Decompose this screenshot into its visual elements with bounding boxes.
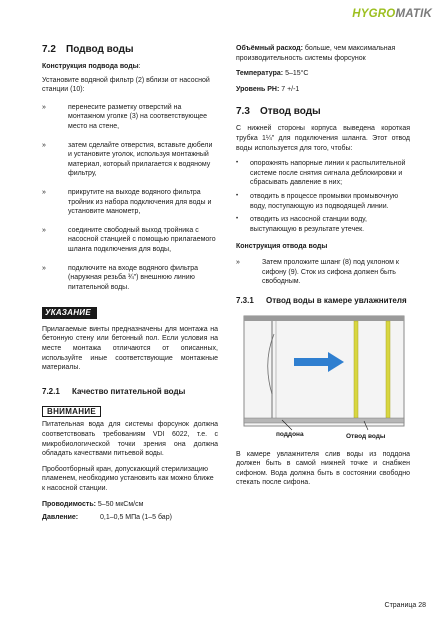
brand-logo — [352, 8, 432, 20]
drain-label: Отвод воды — [346, 432, 386, 440]
page-number: Страница 28 — [384, 602, 426, 609]
list-item: • отводить в процессе промывки промывочную воду, поступающую из подводящей линии. — [236, 192, 399, 210]
list-item: • опорожнять напорные линии к распылительной системе после снятия сигнала деблокировки и сбрасывать давление в них; — [236, 160, 406, 187]
figure-caption-text: В камере увлажнителя слив воды из поддона должен быть в самой нижней точке и снабжен сифоном. Вода должна быть в состоянии свободно стекать после сифона. — [236, 450, 410, 487]
temperature-spec: Температура: 5–15°C — [236, 70, 309, 78]
drain-purposes — [236, 159, 410, 234]
step-marker: » — [42, 141, 46, 149]
brand-logo-part1: HYGRO — [352, 8, 396, 20]
list-item: » перенесите разметку отверстий на монтажном уголке (3) на соответствующее место на стене, — [42, 103, 208, 130]
warning-tag: УКАЗАНИЕ — [42, 307, 97, 319]
drain-intro: С нижней стороны корпуса выведена короткая трубка 1¼" для подключения шланга. Этот отвод воды используется для того, чтобы: — [236, 125, 410, 152]
section-title: Подвод воды — [66, 44, 134, 55]
section-title: Отвод воды — [260, 106, 321, 118]
step-marker: » — [42, 264, 46, 272]
pressure-spec: Давление: 0,1–0,5 МПа (1–5 бар) — [42, 514, 172, 522]
list-item: • отводить из насосной станции воду, выступающую в результате утечек. — [236, 216, 367, 233]
notice-tag: ВНИМАНИЕ — [42, 406, 101, 418]
warning-text: Прилагаемые винты предназначены для монтажа на бетонную стену или бетонный пол. Если условия на месте монтажа отличаются от описанных, используйте иные соответствующие монтажные материалы. — [42, 325, 218, 372]
subsection-title: Качество питательной воды — [72, 386, 186, 396]
humidifier-drain-figure — [236, 314, 412, 442]
right-column — [236, 44, 410, 494]
section-number: 7.2 — [42, 44, 56, 55]
ph-spec: Уровень PH: 7 +/-1 — [236, 85, 300, 93]
notice-text: Питательная вода для системы форсунок должна соответствовать требованиям VDI 6022, т.е. с микробиологической точки зрения она должна обладать качествами питьевой воды. — [42, 421, 218, 458]
step-marker: » — [42, 226, 46, 234]
pipe-left — [354, 321, 358, 419]
install-intro: Установите водяной фильтр (2) вблизи от насосной станции (10): — [42, 76, 210, 94]
step-marker: » — [42, 188, 46, 196]
drain-steps — [236, 258, 410, 287]
bullet-marker: • — [236, 216, 239, 223]
section-heading-7-3 — [236, 106, 410, 118]
chamber-top-rail — [244, 316, 404, 321]
step-marker: » — [42, 103, 46, 111]
construction-heading: Конструкция подвода воды: — [42, 63, 141, 70]
install-steps — [42, 103, 218, 293]
drain-diagram — [236, 314, 412, 442]
conductivity-spec: Проводимость: 5–50 мкСм/см — [42, 500, 144, 508]
tray-label: поддона — [276, 430, 304, 438]
subsection-heading-7-2-1 — [42, 387, 218, 397]
step-marker: » — [236, 258, 240, 266]
tap-text: Пробоотборный кран, допускающий стерилизацию пламенем, необходимо установить как можно ближе к насосной станции. — [42, 465, 214, 492]
list-item: » Затем проложите шланг (8) под уклоном к сифону (9). Сток из сифона должен быть свободным. — [236, 258, 399, 286]
subsection-title: Отвод воды в камере увлажнителя — [266, 295, 407, 305]
left-column — [42, 44, 218, 527]
list-item: » подключите на входе водяного фильтра (наружная резьба ¾") внешнюю линию питательной воды. — [42, 264, 199, 291]
list-item: » соедините свободный выход тройника с насосной станцией с помощью прилагаемого шланга подключения для воды, — [42, 226, 216, 253]
section-heading-7-2 — [42, 44, 218, 56]
flow-spec: Объёмный расход: больше, чем максимальная производительность системы форсунок — [236, 45, 396, 62]
list-item: » затем сделайте отверстия, вставьте дюбели и установите уголок, используя монтажный материал, который прилагается к водяному фильтру, — [42, 141, 213, 178]
bullet-marker: • — [236, 160, 239, 167]
section-number: 7.3 — [236, 106, 250, 118]
subsection-number: 7.2.1 — [42, 386, 60, 396]
brand-logo-part2: MATIK — [395, 8, 432, 20]
subsection-number: 7.3.1 — [236, 295, 254, 305]
bullet-marker: • — [236, 192, 239, 199]
list-item: » прикрутите на выходе водяного фильтра тройник из набора подключения для воды и установите манометр, — [42, 188, 212, 216]
subsection-heading-7-3-1 — [236, 296, 410, 306]
drain-construction-heading: Конструкция отвода воды — [236, 243, 328, 251]
drain-tray — [244, 418, 404, 423]
pipe-right — [386, 321, 390, 419]
